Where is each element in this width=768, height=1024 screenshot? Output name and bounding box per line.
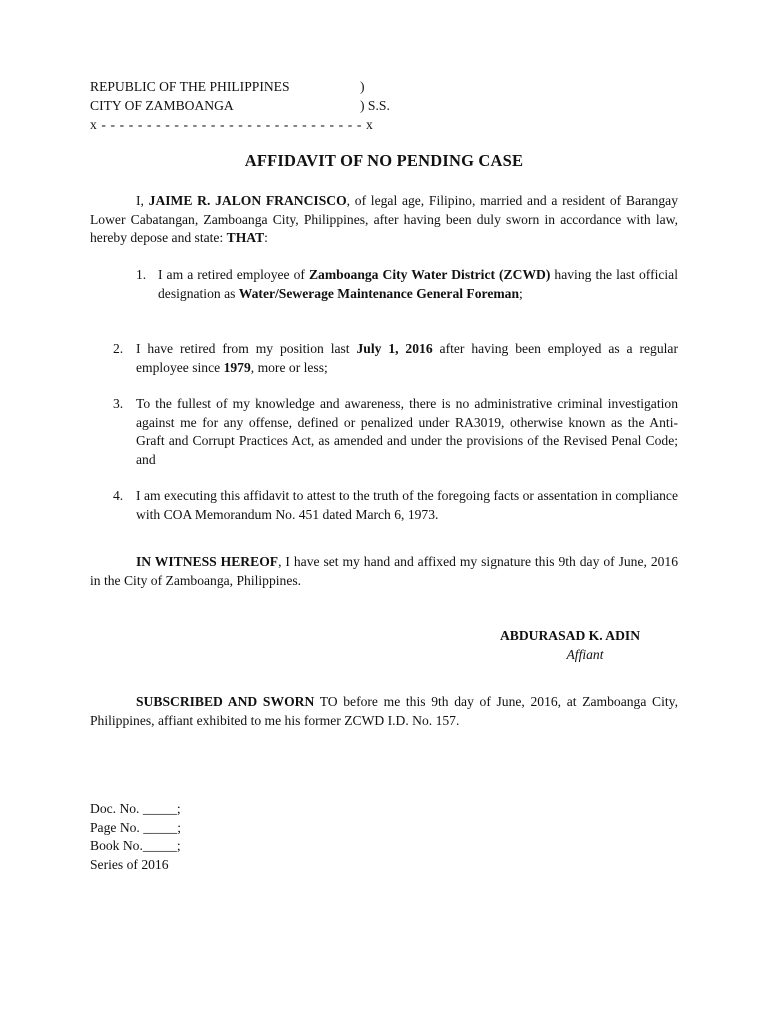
intro-paragraph: I, JAIME R. JALON FRANCISCO, of legal age, Filipino, married and a resident of Barangay Lower Cabatangan, Zamboanga City, Philippines, after having been duly sworn in accordance with law, hereby depose and state: THAT: [90,193,678,245]
affiant-name: JAIME R. JALON FRANCISCO [148,193,347,208]
jurat-paragraph: SUBSCRIBED AND SWORN TO before me this 9th day of June, 2016, at Zamboanga City, Philippines, affiant exhibited to me his former ZCWD I.D. No. 157. [90,694,678,728]
affidavit-page [90,0,678,1024]
signatory-name: ABDURASAD K. ADIN [499,628,641,643]
page-number: Page No. _____; [90,820,181,835]
series-year: Series of 2016 [90,857,169,872]
book-number: Book No._____; [90,838,181,853]
list-item-text: I am executing this affidavit to attest to the truth of the foregoing facts or assentation in compliance with COA Memorandum No. 451 dated March 6, 1973. [136,488,678,522]
jurat-lead: SUBSCRIBED AND SWORN [136,694,315,709]
venue-bracket-1: ) [360,79,365,94]
list-item-text: To the fullest of my knowledge and awareness, there is no administrative criminal investigation against me for any offense, defined or penalized under RA3019, otherwise known as the Anti- Graft and Corrupt Practices Act, as amended and under the provisions of the Revised Penal Code; and [136,396,678,467]
doc-number: Doc. No. _____; [90,801,181,816]
witness-paragraph: IN WITNESS HEREOF, I have set my hand and affixed my signature this 9th day of June, 2016 in the City of Zamboanga, Philippines. [90,554,679,588]
list-item-text: I am a retired employee of Zamboanga City Water District (ZCWD) having the last official designation as Water/Sewerage Maintenance General Foreman; [158,267,678,301]
signatory-role: Affiant [566,646,604,662]
venue-separator: x - - - - - - - - - - - - - - - - - - - - - - - - - - - - - x [90,117,374,132]
venue-republic: REPUBLIC OF THE PHILIPPINES [90,79,290,94]
list-item-number: 2. [113,341,124,356]
venue-bracket-ss: ) S.S. [360,98,390,113]
witness-lead: IN WITNESS HEREOF [136,554,279,569]
list-item-number: 3. [113,396,124,411]
venue-city: CITY OF ZAMBOANGA [90,98,234,113]
list-item-text: I have retired from my position last July 1, 2016 after having been employed as a regular employee since 1979, more or less; [136,341,678,375]
document-title: AFFIDAVIT OF NO PENDING CASE [244,151,524,170]
that-keyword: THAT [226,230,265,245]
list-item-number: 1. [136,267,147,282]
list-item-number: 4. [113,488,124,503]
signature-block [470,627,670,664]
